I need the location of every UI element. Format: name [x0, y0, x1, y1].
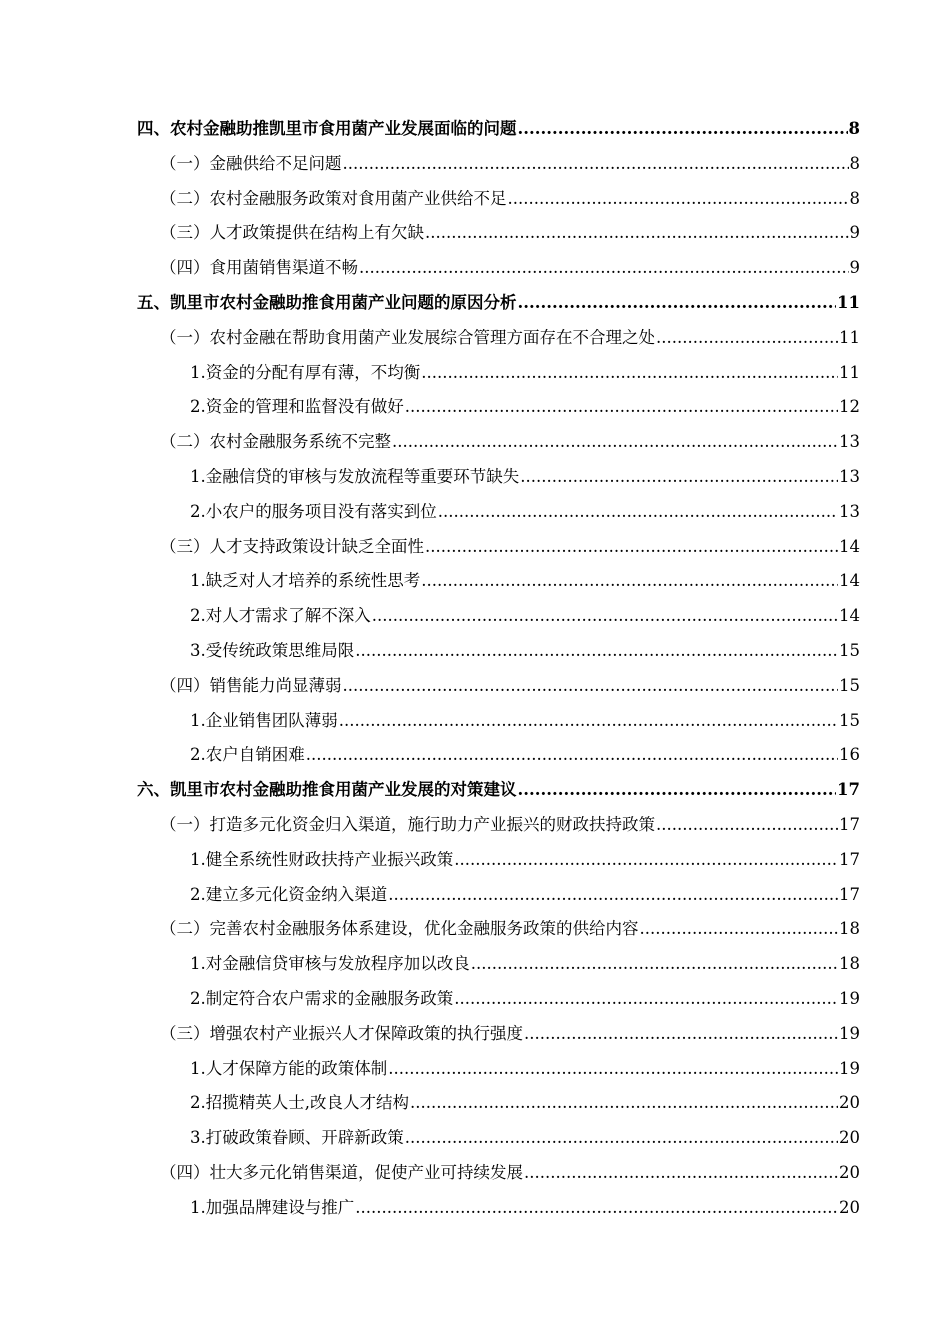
toc-entry-title: 六、凯里市农村金融助推食用菌产业发展的对策建议: [137, 780, 517, 800]
toc-entry-title: 1.资金的分配有厚有薄，不均衡: [190, 362, 421, 382]
toc-page-number: 17: [839, 815, 860, 834]
toc-dot-leader: [425, 532, 838, 562]
toc-page-number: 13: [839, 501, 860, 521]
toc-section-entry[interactable]: [160, 1158, 860, 1188]
toc-page-number: 11: [837, 293, 860, 312]
toc-section-entry[interactable]: [160, 810, 860, 840]
toc-entry-title: 2.建立多元化资金纳入渠道: [190, 884, 388, 904]
toc-subsection-entry[interactable]: [190, 462, 860, 492]
toc-section-entry[interactable]: [160, 532, 860, 562]
toc-entry-title: 2.制定符合农户需求的金融服务政策: [190, 989, 454, 1008]
toc-dot-leader: [508, 184, 849, 214]
toc-dot-leader: [355, 636, 838, 666]
toc-section-entry[interactable]: [160, 184, 860, 214]
toc-entry-title: （四）壮大多元化销售渠道，促使产业可持续发展: [160, 1163, 523, 1182]
toc-entry-title: （二）完善农村金融服务体系建设，优化金融服务政策的供给内容: [160, 919, 639, 939]
toc-dot-leader: [306, 740, 838, 770]
toc-subsection-entry[interactable]: [190, 392, 860, 422]
toc-dot-leader: [518, 114, 848, 144]
toc-dot-leader: [343, 671, 839, 701]
toc-subsection-entry[interactable]: [190, 601, 860, 631]
toc-page-number: 13: [839, 432, 860, 452]
toc-entry-title: 1.对金融信贷审核与发放程序加以改良: [190, 954, 470, 974]
toc-entry-title: （三）人才政策提供在结构上有欠缺: [160, 223, 424, 243]
toc-dot-leader: [421, 566, 838, 596]
toc-page-number: 14: [839, 536, 860, 556]
toc-dot-leader: [454, 984, 838, 1014]
toc-page-number: 14: [839, 606, 860, 626]
toc-section-entry[interactable]: [160, 671, 860, 701]
toc-entry-title: （一）打造多元化资金归入渠道，施行助力产业振兴的财政扶持政策: [160, 815, 655, 834]
toc-entry-title: （四）食用菌销售渠道不畅: [160, 258, 358, 278]
toc-page-number: 8: [848, 119, 860, 138]
toc-page-number: 11: [839, 327, 860, 347]
toc-section-entry[interactable]: [160, 218, 860, 248]
toc-page-number: 17: [839, 884, 860, 904]
toc-entry-title: 1.加强品牌建设与推广: [190, 1197, 355, 1217]
toc-entry-title: 1.人才保障方能的政策体制: [190, 1058, 388, 1078]
toc-dot-leader: [518, 288, 837, 318]
toc-entry-title: （二）农村金融服务系统不完整: [160, 432, 391, 452]
toc-dot-leader: [524, 1158, 838, 1188]
toc-entry-title: 2.资金的管理和监督没有做好: [190, 397, 404, 417]
toc-page-number: 13: [839, 467, 860, 486]
toc-subsection-entry[interactable]: [190, 1193, 860, 1223]
toc-dot-leader: [471, 949, 838, 979]
toc-subsection-entry[interactable]: [190, 566, 860, 596]
toc-page-number: 12: [839, 397, 860, 417]
toc-chapter-entry[interactable]: [137, 775, 860, 805]
toc-entry-title: （二）农村金融服务政策对食用菌产业供给不足: [160, 188, 507, 208]
toc-page-number: 11: [839, 362, 860, 382]
toc-entry-title: 1.健全系统性财政扶持产业振兴政策: [190, 849, 454, 869]
toc-entry-title: （一）金融供给不足问题: [160, 153, 342, 173]
toc-dot-leader: [405, 392, 838, 422]
toc-dot-leader: [339, 706, 838, 736]
toc-chapter-entry[interactable]: [137, 114, 860, 144]
toc-entry-title: 2.小农户的服务项目没有落实到位: [190, 501, 437, 521]
toc-subsection-entry[interactable]: [190, 949, 860, 979]
toc-page-number: 15: [839, 710, 860, 730]
toc-page-number: 19: [839, 989, 860, 1008]
toc-subsection-entry[interactable]: [190, 497, 860, 527]
toc-subsection-entry[interactable]: [190, 740, 860, 770]
toc-entry-title: （一）农村金融在帮助食用菌产业发展综合管理方面存在不合理之处: [160, 327, 655, 347]
toc-section-entry[interactable]: [160, 914, 860, 944]
toc-subsection-entry[interactable]: [190, 636, 860, 666]
toc-entry-title: （三）增强农村产业振兴人才保障政策的执行强度: [160, 1023, 523, 1043]
toc-entry-title: 1.缺乏对人才培养的系统性思考: [190, 571, 421, 591]
toc-dot-leader: [421, 358, 838, 388]
toc-entry-title: （三）人才支持政策设计缺乏全面性: [160, 536, 424, 556]
toc-entry-title: 3.打破政策眷顾、开辟新政策: [190, 1128, 404, 1148]
toc-entry-title: 五、凯里市农村金融助推食用菌产业问题的原因分析: [137, 293, 517, 312]
toc-page-number: 9: [849, 258, 860, 278]
toc-subsection-entry[interactable]: [190, 358, 860, 388]
toc-entry-title: 2.招揽精英人士,改良人才结构: [190, 1093, 409, 1113]
toc-page-number: 20: [839, 1128, 860, 1148]
toc-page-number: 18: [839, 954, 860, 974]
toc-page-number: 20: [839, 1093, 860, 1113]
toc-dot-leader: [454, 845, 838, 875]
toc-dot-leader: [438, 497, 838, 527]
toc-subsection-entry[interactable]: [190, 880, 860, 910]
toc-page-number: 15: [839, 641, 860, 660]
toc-page-number: 14: [839, 571, 860, 591]
toc-dot-leader: [410, 1088, 838, 1118]
toc-page-number: 17: [839, 849, 860, 869]
toc-dot-leader: [518, 775, 837, 805]
toc-section-entry[interactable]: [160, 427, 860, 457]
toc-page-number: 9: [849, 223, 860, 243]
toc-dot-leader: [388, 1054, 838, 1084]
toc-page-number: 17: [837, 780, 860, 800]
toc-subsection-entry[interactable]: [190, 1123, 860, 1153]
toc-dot-leader: [640, 914, 839, 944]
toc-dot-leader: [656, 323, 838, 353]
toc-subsection-entry[interactable]: [190, 984, 860, 1014]
toc-dot-leader: [392, 427, 838, 457]
toc-section-entry[interactable]: [160, 323, 860, 353]
toc-page-number: 19: [839, 1023, 860, 1043]
toc-section-entry[interactable]: [160, 1019, 860, 1049]
toc-entry-title: 1.企业销售团队薄弱: [190, 710, 338, 730]
toc-entry-title: 1.金融信贷的审核与发放流程等重要环节缺失: [190, 467, 520, 486]
toc-dot-leader: [520, 462, 838, 492]
toc-dot-leader: [343, 149, 849, 179]
toc-dot-leader: [656, 810, 838, 840]
toc-dot-leader: [359, 253, 849, 283]
toc-page-number: 18: [839, 919, 860, 939]
toc-page-number: 8: [849, 153, 860, 173]
toc-entry-title: 四、农村金融助推凯里市食用菌产业发展面临的问题: [137, 119, 517, 138]
toc-entry-title: 3.受传统政策思维局限: [190, 641, 355, 660]
toc-subsection-entry[interactable]: [190, 1088, 860, 1118]
toc-dot-leader: [425, 218, 849, 248]
toc-dot-leader: [388, 880, 838, 910]
toc-subsection-entry[interactable]: [190, 706, 860, 736]
toc-subsection-entry[interactable]: [190, 1054, 860, 1084]
toc-page-number: 16: [839, 745, 860, 765]
toc-subsection-entry[interactable]: [190, 845, 860, 875]
toc-page-number: 15: [839, 675, 860, 695]
toc-page-number: 20: [839, 1163, 860, 1182]
toc-section-entry[interactable]: [160, 149, 860, 179]
toc-chapter-entry[interactable]: [137, 288, 860, 318]
toc-dot-leader: [405, 1123, 838, 1153]
toc-dot-leader: [524, 1019, 838, 1049]
toc-page-number: 20: [839, 1197, 860, 1217]
toc-page-number: 19: [839, 1058, 860, 1078]
toc-entry-title: （四）销售能力尚显薄弱: [160, 675, 342, 695]
toc-dot-leader: [355, 1193, 838, 1223]
toc-entry-title: 2.对人才需求了解不深入: [190, 606, 371, 626]
toc-entry-title: 2.农户自销困难: [190, 745, 305, 765]
toc-page-number: 8: [849, 188, 860, 208]
toc-section-entry[interactable]: [160, 253, 860, 283]
toc-dot-leader: [372, 601, 838, 631]
